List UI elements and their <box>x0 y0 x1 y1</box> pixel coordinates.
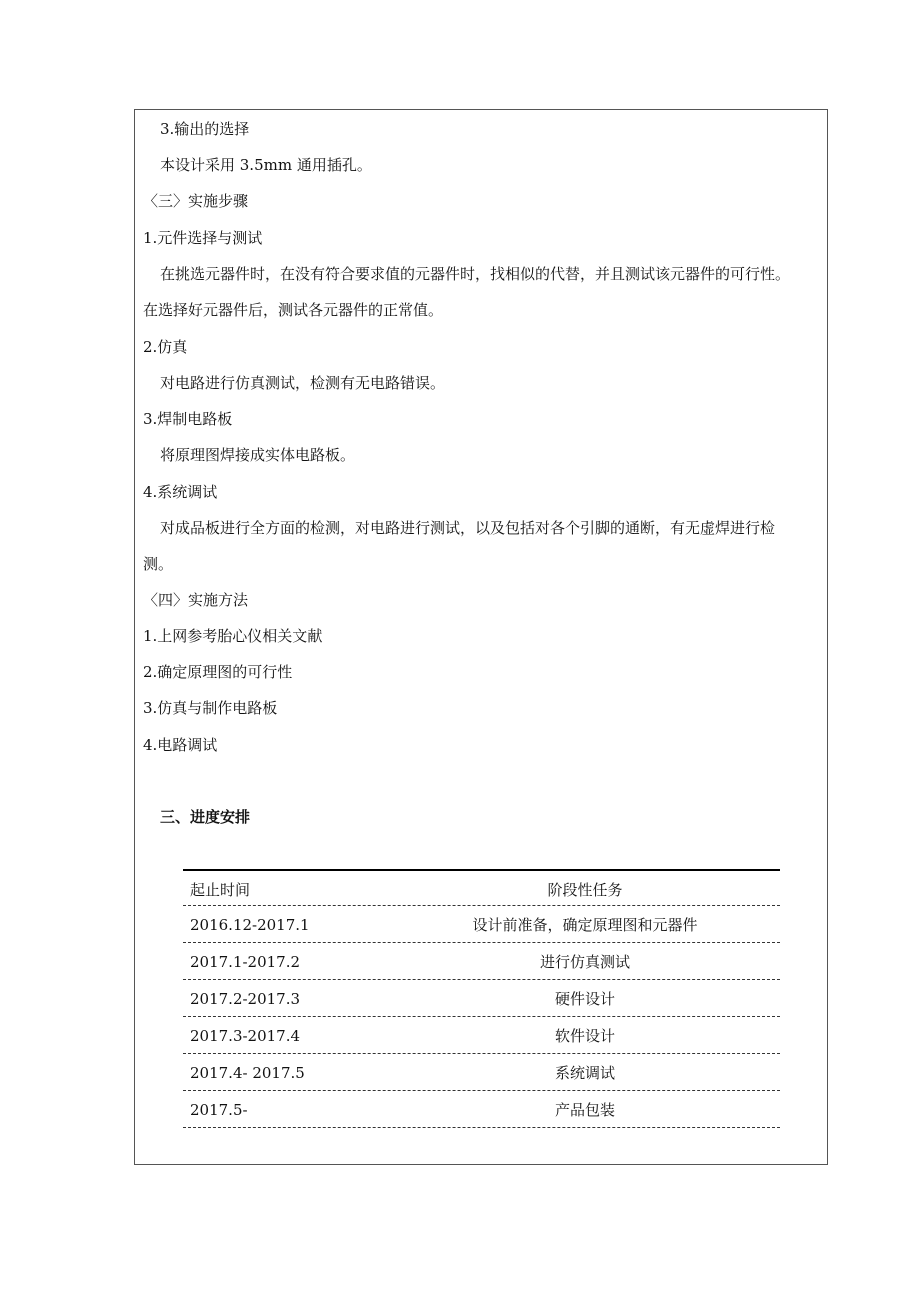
cell-task: 产品包装 <box>554 1101 615 1119</box>
header-period: 起止时间 <box>190 881 251 899</box>
paragraph-system-test-1: 对成品板进行全方面的检测，对电路进行测试，以及包括对各个引脚的通断，有无虚焊进行检 <box>160 519 776 537</box>
header-task: 阶段性任务 <box>547 881 623 899</box>
step-heading-soldering: 3.焊制电路板 <box>143 410 233 428</box>
section-heading-methods: 〈四〉实施方法 <box>143 591 249 609</box>
cell-period: 2017.5- <box>190 1101 248 1119</box>
cell-period: 2017.2-2017.3 <box>190 990 301 1008</box>
paragraph-simulation: 对电路进行仿真测试，检测有无电路错误。 <box>160 374 446 392</box>
table-row <box>183 980 780 1017</box>
method-item-4: 4.电路调试 <box>143 736 218 754</box>
cell-period: 2017.3-2017.4 <box>190 1027 301 1045</box>
schedule-table <box>183 869 780 1128</box>
cell-task: 硬件设计 <box>554 990 615 1008</box>
cell-task: 系统调试 <box>554 1064 615 1082</box>
section-title-schedule: 三、进度安排 <box>160 808 251 826</box>
paragraph-soldering: 将原理图焊接成实体电路板。 <box>160 446 356 464</box>
cell-period: 2017.4- 2017.5 <box>190 1064 305 1082</box>
paragraph-components-1: 在挑选元器件时，在没有符合要求值的元器件时，找相似的代替，并且测试该元器件的可行性。 <box>160 265 791 283</box>
schedule-header-row <box>183 869 780 906</box>
table-row <box>183 1054 780 1091</box>
step-heading-components: 1.元件选择与测试 <box>143 229 263 247</box>
table-row <box>183 1017 780 1054</box>
cell-task: 进行仿真测试 <box>539 953 630 971</box>
step-heading-simulation: 2.仿真 <box>143 338 188 356</box>
subheading-output-choice: 3.输出的选择 <box>160 120 250 138</box>
cell-task: 软件设计 <box>554 1027 615 1045</box>
method-item-1: 1.上网参考胎心仪相关文献 <box>143 627 323 645</box>
table-row <box>183 943 780 980</box>
paragraph-components-2: 在选择好元器件后，测试各元器件的正常值。 <box>143 301 444 319</box>
paragraph-output: 本设计采用 3.5mm 通用插孔。 <box>160 156 372 174</box>
cell-period: 2017.1-2017.2 <box>190 953 301 971</box>
table-row <box>183 906 780 943</box>
cell-task: 设计前准备，确定原理图和元器件 <box>472 916 698 934</box>
step-heading-system-test: 4.系统调试 <box>143 483 218 501</box>
method-item-3: 3.仿真与制作电路板 <box>143 699 278 717</box>
method-item-2: 2.确定原理图的可行性 <box>143 663 293 681</box>
section-heading-steps: 〈三〉实施步骤 <box>143 192 249 210</box>
cell-period: 2016.12-2017.1 <box>190 916 310 934</box>
paragraph-system-test-2: 测。 <box>143 555 174 573</box>
table-row <box>183 1091 780 1128</box>
